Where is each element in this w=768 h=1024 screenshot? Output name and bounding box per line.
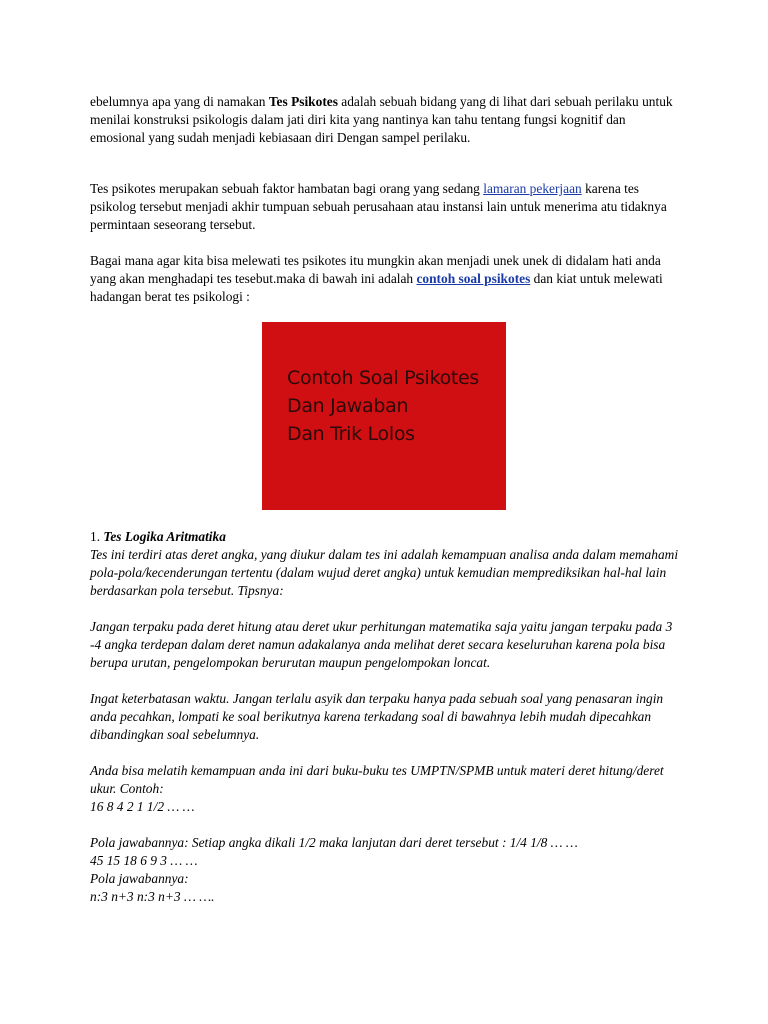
- intro-text: karena tes psikolog tersebut menjadi akhir tumpuan sebuah perusahaan atau instansi lain untuk menerima atu tidaknya permintaan seseorang tersebut.: [90, 181, 667, 232]
- section-description: Tes ini terdiri atas deret angka, yang diukur dalam tes ini adalah kemampuan analisa anda dalam memahami pola-pola/kecenderungan tertentu (dalam wujud deret angka) untuk kemudian memprediksikan hal-hal lain berdasarkan pola tersebut. Tipsnya:: [90, 547, 679, 598]
- banner-image: [262, 322, 506, 510]
- answer-label: Pola jawabannya:: [90, 871, 189, 886]
- intro-text: Bagai mana agar kita bisa melewati tes psikotes itu mungkin akan menjadi unek unek di didalam hati anda yang akan menghadapi tes tesebut.maka di bawah ini adalah: [90, 253, 661, 286]
- contoh-soal-psikotes-link[interactable]: contoh soal psikotes: [416, 271, 531, 286]
- intro-text: ebelumnya apa yang di namakan: [90, 94, 269, 109]
- banner-title-line: Dan Trik Lolos: [287, 423, 415, 445]
- intro-text: dan kiat untuk melewati hadangan berat tes psikologi :: [90, 271, 663, 304]
- intro-text: Tes psikotes merupakan sebuah faktor hambatan bagi orang yang sedang: [90, 181, 484, 196]
- tip-paragraph: Ingat keterbatasan waktu. Jangan terlalu asyik dan terpaku hanya pada sebuah soal yang penasaran ingin anda pecahkan, lompati ke soal berikutnya karena terkadang soal di bawahnya lebih mudah dipecahkan dibandingkan soal sebelumnya.: [90, 691, 664, 742]
- tip-paragraph: Jangan terpaku pada deret hitung atau deret ukur perhitungan matematika saja yaitu jangan terpaku pada 3 -4 angka terdepan dalam deret namun adakalanya anda melihat deret secara keseluruhan karena pola bisa berupa urutan, pengelompokan berurutan maupun pengelompokan loncat.: [90, 619, 673, 670]
- section-tes-logika-aritmatika: [90, 528, 680, 906]
- intro-paragraph-1: [90, 93, 680, 147]
- answer-pattern: Pola jawabannya: Setiap angka dikali 1/2 maka lanjutan dari deret tersebut : 1/4 1/8 … …: [90, 835, 578, 850]
- intro-paragraph-3: [90, 252, 680, 306]
- practice-paragraph: Anda bisa melatih kemampuan anda ini dari buku-buku tes UMPTN/SPMB untuk materi deret hitung/deret ukur. Contoh:: [90, 763, 664, 796]
- banner-title-line: Contoh Soal Psikotes: [287, 367, 480, 389]
- document-body: [90, 93, 680, 306]
- example-sequence: 16 8 4 2 1 1/2 … …: [90, 799, 195, 814]
- banner-title-line: Dan Jawaban: [287, 395, 409, 417]
- intro-paragraph-2: [90, 180, 680, 234]
- section-title: Tes Logika Aritmatika: [103, 529, 226, 544]
- answer-pattern: n:3 n+3 n:3 n+3 … ….: [90, 889, 215, 904]
- intro-text: adalah sebuah bidang yang di lihat dari sebuah perilaku untuk menilai konstruksi psikologis dalam jati diri kita yang nantinya kan tahu tentang fungsi kognitif dan emosional yang sudah menjadi kebiasaan diri Dengan sampel perilaku.: [90, 94, 673, 145]
- lamaran-pekerjaan-link[interactable]: lamaran pekerjaan: [483, 181, 582, 196]
- tes-psikotes-term: Tes Psikotes: [268, 94, 338, 109]
- section-number: 1.: [90, 529, 101, 544]
- example-sequence: 45 15 18 6 9 3 … …: [90, 853, 198, 868]
- section-heading: [90, 528, 680, 546]
